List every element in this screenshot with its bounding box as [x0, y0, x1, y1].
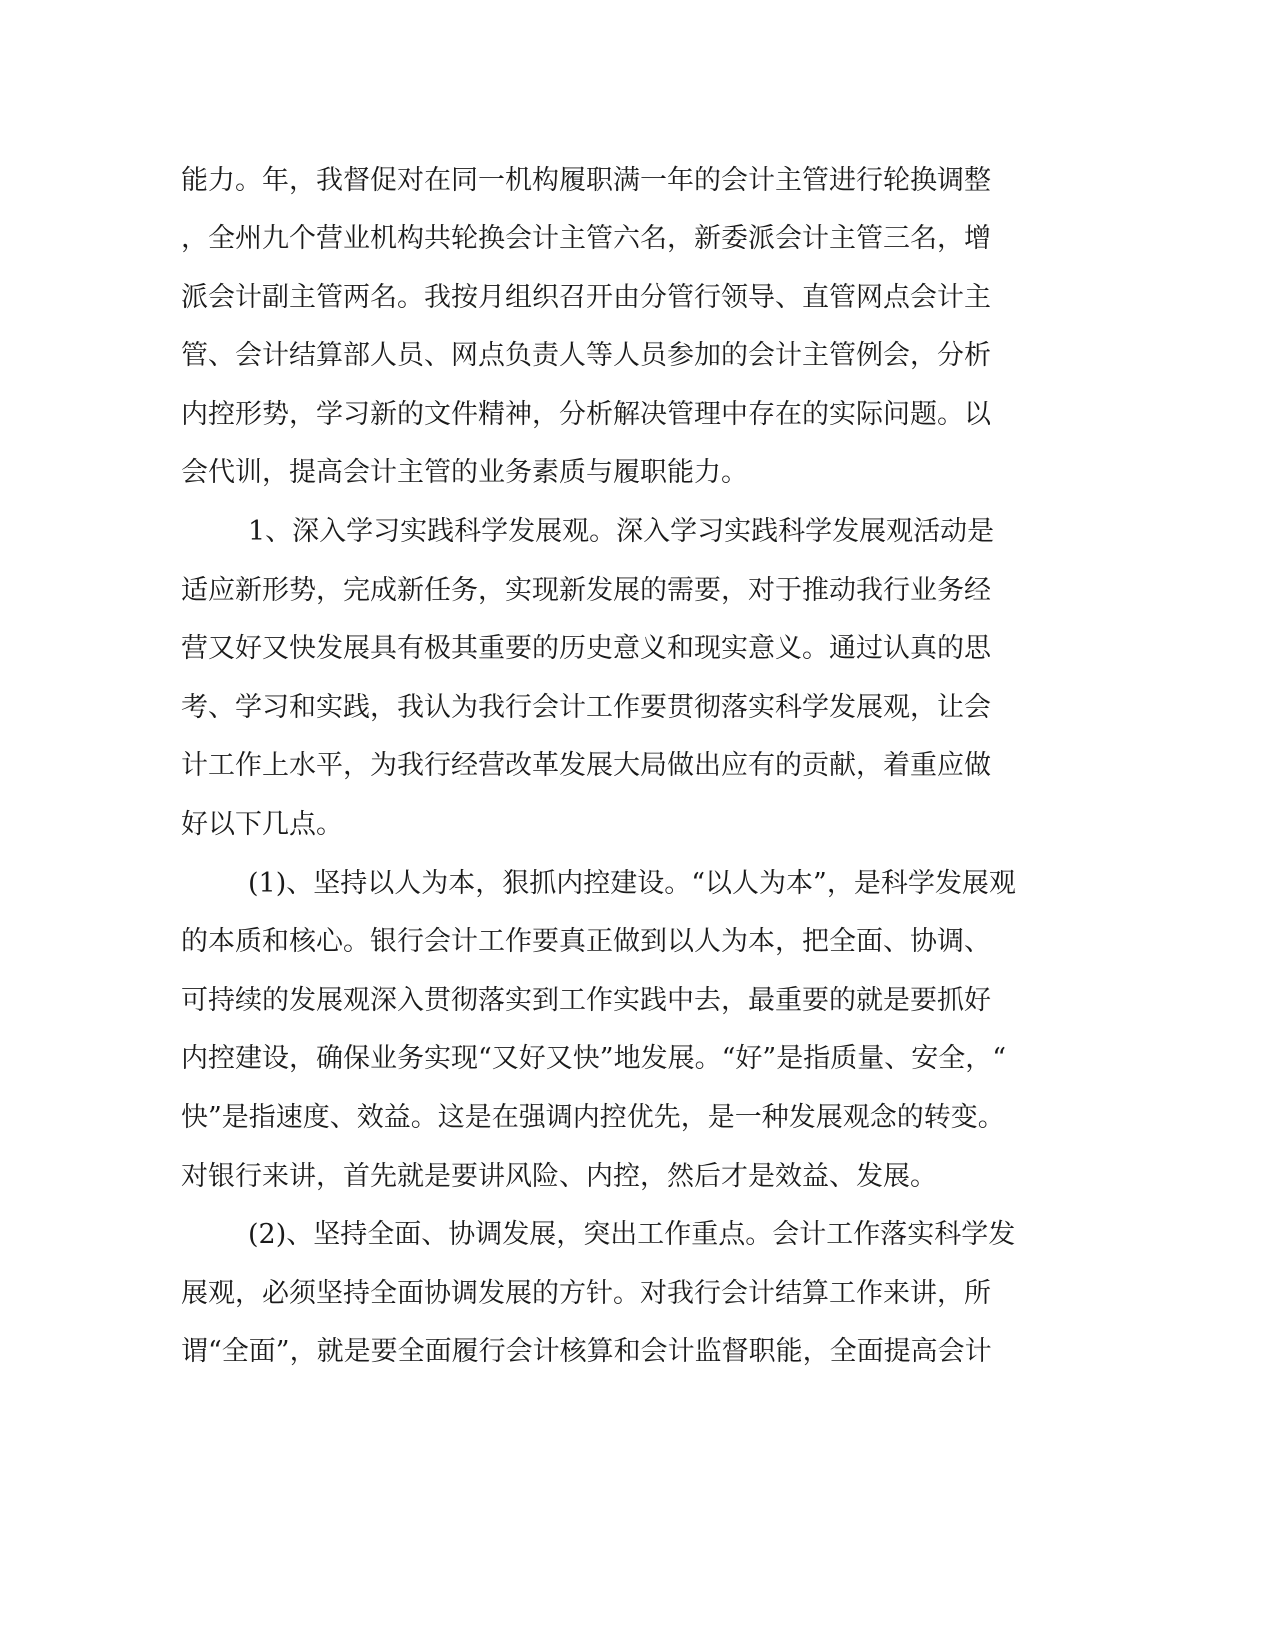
text-line: 会代训，提高会计主管的业务素质与履职能力。 [181, 457, 748, 488]
text-line: 内控建设，确保业务实现“又好又快”地发展。“好”是指质量、安全，“ [181, 1043, 1007, 1074]
text-line: 派会计副主管两名。我按月组织召开由分管行领导、直管网点会计主 [181, 282, 991, 313]
text-line: 展观，必须坚持全面协调发展的方针。对我行会计结算工作来讲，所 [181, 1278, 991, 1309]
text-line: 好以下几点。 [181, 809, 343, 840]
text-line: 适应新形势，完成新任务，实现新发展的需要，对于推动我行业务经 [181, 575, 991, 606]
text-line: 能力。年，我督促对在同一机构履职满一年的会计主管进行轮换调整 [181, 165, 991, 196]
text-line: 管、会计结算部人员、网点负责人等人员参加的会计主管例会，分析 [181, 340, 991, 371]
text-line: ，全州九个营业机构共轮换会计主管六名，新委派会计主管三名，增 [181, 223, 991, 254]
text-line: 对银行来讲，首先就是要讲风险、内控，然后才是效益、发展。 [181, 1161, 937, 1192]
text-line: 的本质和核心。银行会计工作要真正做到以人为本，把全面、协调、 [181, 926, 991, 957]
text-line: 可持续的发展观深入贯彻落实到工作实践中去，最重要的就是要抓好 [181, 985, 991, 1016]
text-line: 快”是指速度、效益。这是在强调内控优先，是一种发展观念的转变。 [181, 1102, 1005, 1133]
text-line: 内控形势，学习新的文件精神，分析解决管理中存在的实际问题。以 [181, 399, 991, 430]
text-line: 计工作上水平，为我行经营改革发展大局做出应有的贡献，着重应做 [181, 750, 991, 781]
text-line: 营又好又快发展具有极其重要的历史意义和现实意义。通过认真的思 [181, 633, 991, 664]
text-line: 谓“全面”，就是要全面履行会计核算和会计监督职能，全面提高会计 [181, 1336, 992, 1367]
text-line: 1、深入学习实践科学发展观。深入学习实践科学发展观活动是 [248, 516, 995, 547]
text-line: 考、学习和实践，我认为我行会计工作要贯彻落实科学发展观，让会 [181, 692, 991, 723]
text-line: (2)、坚持全面、协调发展，突出工作重点。会计工作落实科学发 [248, 1219, 1016, 1250]
text-line: (1)、坚持以人为本，狠抓内控建设。“以人为本”，是科学发展观 [248, 868, 1016, 899]
